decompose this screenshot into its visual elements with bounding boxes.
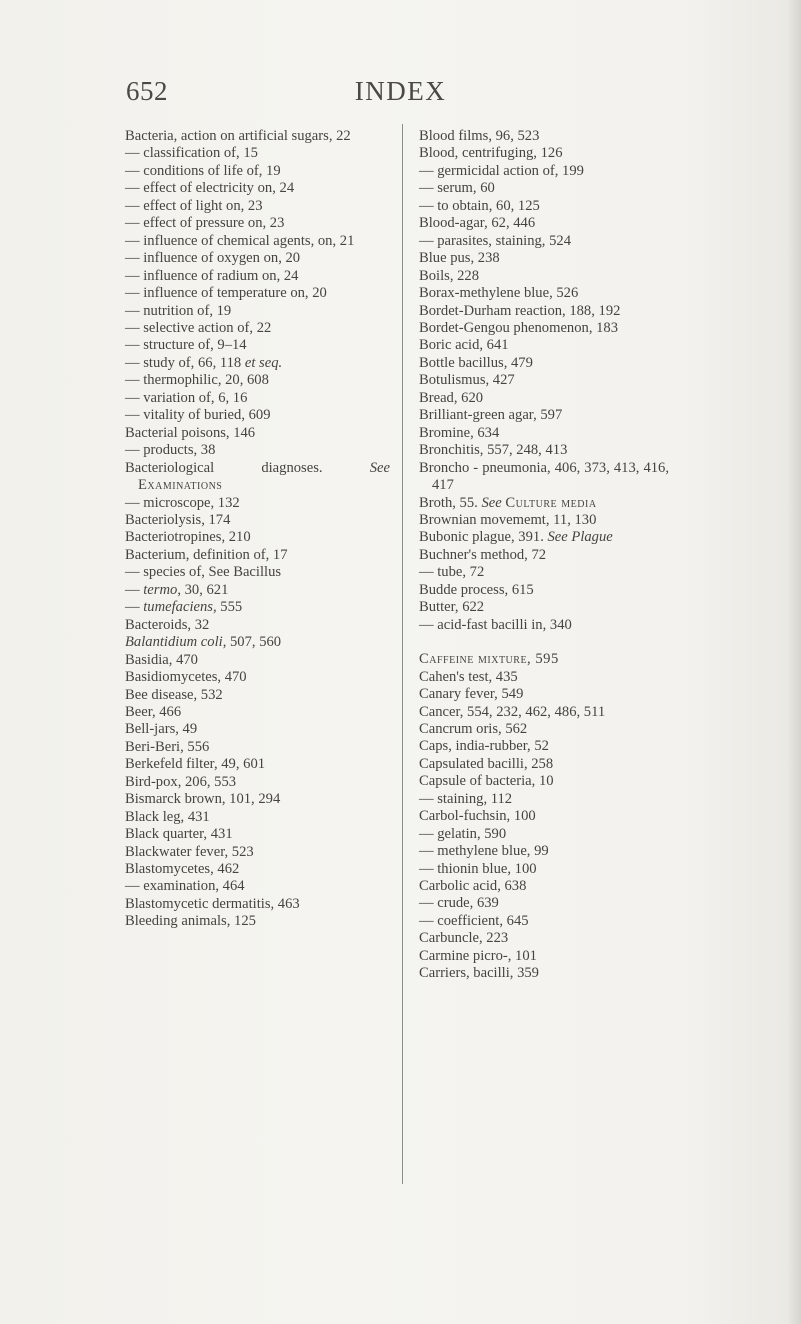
index-entry: Beri-Beri, 556 xyxy=(125,738,210,755)
index-entry: — influence of temperature on, 20 xyxy=(125,285,327,302)
page-refs: , 555 xyxy=(212,599,243,616)
index-entry: — germicidal action of, 199 xyxy=(419,162,584,179)
entry-italic: et seq. xyxy=(244,354,283,371)
index-entry xyxy=(419,651,669,668)
column-divider xyxy=(402,124,403,1184)
index-entry: — staining, 112 xyxy=(419,790,513,807)
index-entry: Boils, 228 xyxy=(419,267,480,284)
index-entry: — products, 38 xyxy=(125,442,216,459)
index-entry: Bell-jars, 49 xyxy=(125,721,198,738)
index-entry: Blastomycetic dermatitis, 463 xyxy=(125,895,300,912)
index-entry: Blue pus, 238 xyxy=(419,250,500,267)
index-entry: — acid-fast bacilli in, 340 xyxy=(419,616,572,633)
cross-reference-see: See xyxy=(481,494,502,511)
entry-text: — study of, 66, 118 xyxy=(125,354,245,371)
page-number: 652 xyxy=(126,76,168,106)
index-entry: — effect of light on, 23 xyxy=(125,197,263,214)
index-entry: Black quarter, 431 xyxy=(125,826,233,843)
index-entry: — gelatin, 590 xyxy=(419,825,507,842)
index-entry: Buchner's method, 72 xyxy=(419,546,547,563)
index-entry xyxy=(125,460,390,495)
index-entry xyxy=(125,634,390,651)
index-entry xyxy=(125,599,390,616)
cross-reference-see: See xyxy=(369,459,390,476)
index-entry: Carmine picro-, 101 xyxy=(419,947,537,964)
species-name: tumefaciens xyxy=(143,599,213,616)
index-entry: — microscope, 132 xyxy=(125,494,240,511)
index-entry: Bronchitis, 557, 248, 413 xyxy=(419,442,568,459)
index-entry: Brilliant-green agar, 597 xyxy=(419,407,563,424)
page-refs: , 30, 621 xyxy=(177,581,229,598)
index-entry: — to obtain, 60, 125 xyxy=(419,197,540,214)
index-entry xyxy=(125,355,390,372)
index-entry: — crude, 639 xyxy=(419,895,499,912)
index-entry: — nutrition of, 19 xyxy=(125,302,232,319)
index-entry: Bacterium, definition of, 17 xyxy=(125,546,288,563)
index-entry: Broncho - pneumonia, 406, 373, 413, 416, 417 xyxy=(419,459,669,494)
page-edge-shadow xyxy=(787,0,801,1324)
entry-text: — xyxy=(125,581,144,598)
index-entry: Bacteriolysis, 174 xyxy=(125,511,231,528)
index-entry: Bottle bacillus, 479 xyxy=(419,354,533,371)
index-entry: Borax-methylene blue, 526 xyxy=(419,285,579,302)
index-entry: — effect of pressure on, 23 xyxy=(125,215,285,232)
index-entry: Canary fever, 549 xyxy=(419,686,524,703)
index-entry: Bacterial poisons, 146 xyxy=(125,424,256,441)
index-entry: Bacteriotropines, 210 xyxy=(125,529,251,546)
index-entry: — methylene blue, 99 xyxy=(419,843,549,860)
index-entry: Blackwater fever, 523 xyxy=(125,843,254,860)
index-entry: Bee disease, 532 xyxy=(125,686,223,703)
index-entry: Bread, 620 xyxy=(419,389,484,406)
index-entry: — influence of oxygen on, 20 xyxy=(125,250,301,267)
entry-text: — species of, xyxy=(125,564,209,581)
cross-reference: See Plague xyxy=(547,529,613,546)
index-entry: Bordet-Gengou phenomenon, 183 xyxy=(419,319,619,336)
index-entry: Cancrum oris, 562 xyxy=(419,720,528,737)
index-entry: Carbol-fuchsin, 100 xyxy=(419,808,536,825)
index-entry: Bromine, 634 xyxy=(419,424,500,441)
index-entry: — influence of radium on, 24 xyxy=(125,267,299,284)
index-entry: Carbuncle, 223 xyxy=(419,930,509,947)
index-entry: — thermophilic, 20, 608 xyxy=(125,372,269,389)
entry-text: affeine mixture, 595 xyxy=(429,651,559,668)
index-entry: Bacteroids, 32 xyxy=(125,616,210,633)
cross-reference-target: Examinations xyxy=(138,477,223,494)
index-entry: — effect of electricity on, 24 xyxy=(125,180,295,197)
index-entry: Capsule of bacteria, 10 xyxy=(419,773,554,790)
index-entry: Berkefeld filter, 49, 601 xyxy=(125,756,266,773)
index-column-right xyxy=(419,128,669,983)
index-entry: Blastomycetes, 462 xyxy=(125,861,240,878)
index-entry: — selective action of, 22 xyxy=(125,319,272,336)
index-entry: — coefficient, 645 xyxy=(419,912,529,929)
index-entry: — examination, 464 xyxy=(125,878,245,895)
index-entry: Bleeding animals, 125 xyxy=(125,913,256,930)
index-entry: — conditions of life of, 19 xyxy=(125,162,281,179)
entry-text: Bacteriological diagnoses. xyxy=(125,459,370,476)
index-entry: Basidiomycetes, 470 xyxy=(125,669,247,686)
index-entry: — serum, 60 xyxy=(419,180,495,197)
index-entry xyxy=(419,529,669,546)
cross-reference: See Bacillus xyxy=(208,564,282,581)
index-entry: — vitality of buried, 609 xyxy=(125,407,271,424)
index-entry: Cancer, 554, 232, 462, 486, 511 xyxy=(419,703,606,720)
index-entry: Bordet-Durham reaction, 188, 192 xyxy=(419,302,621,319)
entry-text: Broth, 55. xyxy=(419,494,482,511)
index-entry: Black leg, 431 xyxy=(125,808,210,825)
index-entry: Boric acid, 641 xyxy=(419,337,509,354)
species-name: termo xyxy=(143,581,178,598)
index-entry: Budde process, 615 xyxy=(419,581,534,598)
species-name: Balantidium coli xyxy=(125,634,223,651)
index-entry xyxy=(419,495,669,512)
letter-section-gap xyxy=(419,634,669,651)
index-entry: Brownian movememt, 11, 130 xyxy=(419,511,597,528)
index-entry: Blood, centrifuging, 126 xyxy=(419,145,563,162)
index-entry: Carriers, bacilli, 359 xyxy=(419,965,539,982)
section-initial: C xyxy=(419,651,430,668)
index-entry xyxy=(125,582,390,599)
index-entry: Bacteria, action on artificial sugars, 22 xyxy=(125,128,351,144)
page-refs: , 507, 560 xyxy=(222,634,282,651)
index-entry: Blood-agar, 62, 446 xyxy=(419,215,536,232)
index-entry: Bird-pox, 206, 553 xyxy=(125,773,237,790)
index-entry: Basidia, 470 xyxy=(125,651,198,668)
entry-text: — xyxy=(125,599,144,616)
index-entry: Caps, india-rubber, 52 xyxy=(419,738,549,755)
cross-reference-target: Culture media xyxy=(505,494,597,511)
running-title: INDEX xyxy=(354,76,447,106)
index-entry xyxy=(125,564,390,581)
entry-text: Bubonic plague, 391. xyxy=(419,529,548,546)
index-entry: — thionin blue, 100 xyxy=(419,860,537,877)
index-entry: Capsulated bacilli, 258 xyxy=(419,755,554,772)
index-entry: Botulismus, 427 xyxy=(419,372,515,389)
index-entry: Beer, 466 xyxy=(125,703,182,720)
index-entry: Cahen's test, 435 xyxy=(419,668,518,685)
index-entry: — tube, 72 xyxy=(419,564,485,581)
index-entry: — variation of, 6, 16 xyxy=(125,389,248,406)
index-entry: — parasites, staining, 524 xyxy=(419,232,571,249)
index-entry: — structure of, 9–14 xyxy=(125,337,247,354)
index-entry: — influence of chemical agents, on, 21 xyxy=(125,232,355,249)
index-entry: Carbolic acid, 638 xyxy=(419,878,527,895)
index-column-left xyxy=(125,128,390,931)
index-entry: — classification of, 15 xyxy=(125,145,258,162)
index-entry: Blood films, 96, 523 xyxy=(419,128,540,144)
page-header xyxy=(0,76,801,110)
index-entry: Bismarck brown, 101, 294 xyxy=(125,791,281,808)
index-entry: Butter, 622 xyxy=(419,599,485,616)
